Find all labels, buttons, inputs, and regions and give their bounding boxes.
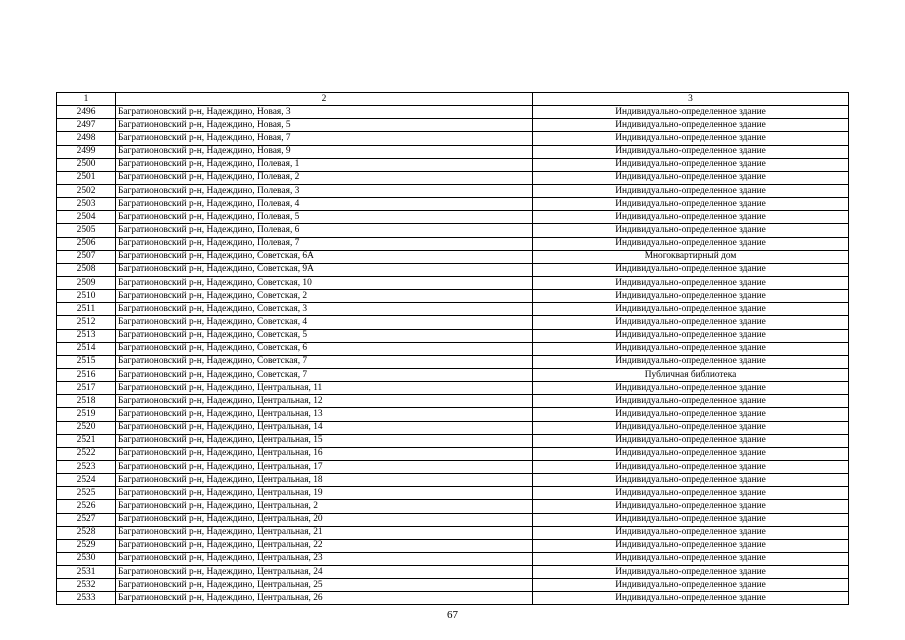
row-number-cell: 2496 [57, 106, 116, 119]
address-cell: Багратионовский р-н, Надеждино, Центральная, 17 [116, 460, 533, 473]
row-number-cell: 2508 [57, 263, 116, 276]
row-number-cell: 2509 [57, 276, 116, 289]
table-row [57, 184, 849, 197]
row-number-cell: 2530 [57, 552, 116, 565]
table-row [57, 382, 849, 395]
table-row [57, 434, 849, 447]
address-cell: Багратионовский р-н, Надеждино, Центральная, 12 [116, 395, 533, 408]
table-row [57, 250, 849, 263]
table-row [57, 211, 849, 224]
address-cell: Багратионовский р-н, Надеждино, Полевая, 2 [116, 171, 533, 184]
object-type-cell: Индивидуально-определенное здание [533, 237, 849, 250]
table-row [57, 303, 849, 316]
object-type-cell: Индивидуально-определенное здание [533, 106, 849, 119]
object-type-cell: Индивидуально-определенное здание [533, 263, 849, 276]
table-row [57, 342, 849, 355]
row-number-cell: 2519 [57, 408, 116, 421]
address-cell: Багратионовский р-н, Надеждино, Центральная, 20 [116, 513, 533, 526]
table-row [57, 237, 849, 250]
column-header-type: 3 [533, 93, 849, 106]
object-type-cell: Индивидуально-определенное здание [533, 592, 849, 605]
object-type-cell: Индивидуально-определенное здание [533, 460, 849, 473]
table-row [57, 106, 849, 119]
address-cell: Багратионовский р-н, Надеждино, Полевая, 1 [116, 158, 533, 171]
address-cell: Багратионовский р-н, Надеждино, Советская, 3 [116, 303, 533, 316]
object-type-cell: Многоквартирный дом [533, 250, 849, 263]
address-cell: Багратионовский р-н, Надеждино, Советская, 6А [116, 250, 533, 263]
row-number-cell: 2531 [57, 566, 116, 579]
address-cell: Багратионовский р-н, Надеждино, Центральная, 19 [116, 487, 533, 500]
object-type-cell: Индивидуально-определенное здание [533, 408, 849, 421]
row-number-cell: 2528 [57, 526, 116, 539]
table-row [57, 119, 849, 132]
address-cell: Багратионовский р-н, Надеждино, Советская, 5 [116, 329, 533, 342]
object-type-cell: Индивидуально-определенное здание [533, 211, 849, 224]
object-type-cell: Индивидуально-определенное здание [533, 145, 849, 158]
address-cell: Багратионовский р-н, Надеждино, Центральная, 14 [116, 421, 533, 434]
row-number-cell: 2522 [57, 447, 116, 460]
table-row [57, 224, 849, 237]
address-cell: Багратионовский р-н, Надеждино, Центральная, 18 [116, 474, 533, 487]
table-header-row [57, 93, 849, 106]
address-cell: Багратионовский р-н, Надеждино, Центральная, 21 [116, 526, 533, 539]
address-cell: Багратионовский р-н, Надеждино, Центральная, 15 [116, 434, 533, 447]
address-cell: Багратионовский р-н, Надеждино, Полевая, 4 [116, 198, 533, 211]
object-type-cell: Индивидуально-определенное здание [533, 329, 849, 342]
row-number-cell: 2521 [57, 434, 116, 447]
address-cell: Багратионовский р-н, Надеждино, Полевая, 7 [116, 237, 533, 250]
row-number-cell: 2520 [57, 421, 116, 434]
object-type-cell: Индивидуально-определенное здание [533, 421, 849, 434]
object-type-cell: Индивидуально-определенное здание [533, 526, 849, 539]
column-header-address: 2 [116, 93, 533, 106]
row-number-cell: 2510 [57, 290, 116, 303]
table-row [57, 447, 849, 460]
object-type-cell: Индивидуально-определенное здание [533, 171, 849, 184]
address-cell: Багратионовский р-н, Надеждино, Новая, 7 [116, 132, 533, 145]
object-type-cell: Индивидуально-определенное здание [533, 224, 849, 237]
row-number-cell: 2532 [57, 579, 116, 592]
address-cell: Багратионовский р-н, Надеждино, Советская, 9А [116, 263, 533, 276]
table-row [57, 526, 849, 539]
row-number-cell: 2507 [57, 250, 116, 263]
address-cell: Багратионовский р-н, Надеждино, Центральная, 16 [116, 447, 533, 460]
table-row [57, 395, 849, 408]
row-number-cell: 2526 [57, 500, 116, 513]
address-cell: Багратионовский р-н, Надеждино, Полевая, 6 [116, 224, 533, 237]
address-cell: Багратионовский р-н, Надеждино, Центральная, 24 [116, 566, 533, 579]
table-row [57, 171, 849, 184]
table-row [57, 316, 849, 329]
table-row [57, 552, 849, 565]
row-number-cell: 2516 [57, 368, 116, 381]
table-row [57, 132, 849, 145]
address-cell: Багратионовский р-н, Надеждино, Центральная, 26 [116, 592, 533, 605]
row-number-cell: 2518 [57, 395, 116, 408]
address-cell: Багратионовский р-н, Надеждино, Советская, 7 [116, 368, 533, 381]
table-row [57, 500, 849, 513]
registry-table [56, 92, 849, 605]
object-type-cell: Индивидуально-определенное здание [533, 513, 849, 526]
table-row [57, 579, 849, 592]
address-cell: Багратионовский р-н, Надеждино, Полевая, 5 [116, 211, 533, 224]
table-row [57, 460, 849, 473]
address-cell: Багратионовский р-н, Надеждино, Новая, 5 [116, 119, 533, 132]
address-cell: Багратионовский р-н, Надеждино, Центральная, 11 [116, 382, 533, 395]
row-number-cell: 2513 [57, 329, 116, 342]
row-number-cell: 2503 [57, 198, 116, 211]
table-row [57, 263, 849, 276]
object-type-cell: Индивидуально-определенное здание [533, 579, 849, 592]
object-type-cell: Индивидуально-определенное здание [533, 382, 849, 395]
table-body [57, 106, 849, 605]
object-type-cell: Индивидуально-определенное здание [533, 158, 849, 171]
address-cell: Багратионовский р-н, Надеждино, Новая, 3 [116, 106, 533, 119]
address-cell: Багратионовский р-н, Надеждино, Советская, 10 [116, 276, 533, 289]
row-number-cell: 2527 [57, 513, 116, 526]
row-number-cell: 2506 [57, 237, 116, 250]
row-number-cell: 2533 [57, 592, 116, 605]
object-type-cell: Индивидуально-определенное здание [533, 500, 849, 513]
row-number-cell: 2517 [57, 382, 116, 395]
object-type-cell: Индивидуально-определенное здание [533, 355, 849, 368]
table-row [57, 145, 849, 158]
address-cell: Багратионовский р-н, Надеждино, Советская, 4 [116, 316, 533, 329]
object-type-cell: Индивидуально-определенное здание [533, 342, 849, 355]
table-row [57, 566, 849, 579]
column-header-number: 1 [57, 93, 116, 106]
table-row [57, 513, 849, 526]
row-number-cell: 2498 [57, 132, 116, 145]
address-cell: Багратионовский р-н, Надеждино, Центральная, 2 [116, 500, 533, 513]
row-number-cell: 2500 [57, 158, 116, 171]
table-row [57, 421, 849, 434]
row-number-cell: 2524 [57, 474, 116, 487]
object-type-cell: Индивидуально-определенное здание [533, 395, 849, 408]
object-type-cell: Индивидуально-определенное здание [533, 474, 849, 487]
row-number-cell: 2497 [57, 119, 116, 132]
table-row [57, 592, 849, 605]
table-row [57, 198, 849, 211]
address-cell: Багратионовский р-н, Надеждино, Центральная, 22 [116, 539, 533, 552]
table-row [57, 158, 849, 171]
row-number-cell: 2505 [57, 224, 116, 237]
row-number-cell: 2504 [57, 211, 116, 224]
object-type-cell: Индивидуально-определенное здание [533, 184, 849, 197]
row-number-cell: 2525 [57, 487, 116, 500]
row-number-cell: 2523 [57, 460, 116, 473]
object-type-cell: Индивидуально-определенное здание [533, 316, 849, 329]
object-type-cell: Индивидуально-определенное здание [533, 539, 849, 552]
object-type-cell: Индивидуально-определенное здание [533, 290, 849, 303]
object-type-cell: Индивидуально-определенное здание [533, 434, 849, 447]
row-number-cell: 2514 [57, 342, 116, 355]
object-type-cell: Индивидуально-определенное здание [533, 119, 849, 132]
object-type-cell: Индивидуально-определенное здание [533, 132, 849, 145]
table-row [57, 539, 849, 552]
address-cell: Багратионовский р-н, Надеждино, Новая, 9 [116, 145, 533, 158]
row-number-cell: 2529 [57, 539, 116, 552]
row-number-cell: 2512 [57, 316, 116, 329]
table-row [57, 290, 849, 303]
object-type-cell: Индивидуально-определенное здание [533, 276, 849, 289]
address-cell: Багратионовский р-н, Надеждино, Полевая, 3 [116, 184, 533, 197]
page-number: 67 [447, 609, 458, 621]
address-cell: Багратионовский р-н, Надеждино, Советская, 7 [116, 355, 533, 368]
table-row [57, 408, 849, 421]
row-number-cell: 2499 [57, 145, 116, 158]
row-number-cell: 2511 [57, 303, 116, 316]
row-number-cell: 2502 [57, 184, 116, 197]
table-row [57, 355, 849, 368]
row-number-cell: 2501 [57, 171, 116, 184]
object-type-cell: Публичная библиотека [533, 368, 849, 381]
object-type-cell: Индивидуально-определенное здание [533, 566, 849, 579]
table-row [57, 474, 849, 487]
object-type-cell: Индивидуально-определенное здание [533, 447, 849, 460]
address-cell: Багратионовский р-н, Надеждино, Центральная, 23 [116, 552, 533, 565]
address-cell: Багратионовский р-н, Надеждино, Центральная, 13 [116, 408, 533, 421]
object-type-cell: Индивидуально-определенное здание [533, 552, 849, 565]
object-type-cell: Индивидуально-определенное здание [533, 198, 849, 211]
table-row [57, 368, 849, 381]
object-type-cell: Индивидуально-определенное здание [533, 303, 849, 316]
row-number-cell: 2515 [57, 355, 116, 368]
object-type-cell: Индивидуально-определенное здание [533, 487, 849, 500]
table-row [57, 487, 849, 500]
address-cell: Багратионовский р-н, Надеждино, Центральная, 25 [116, 579, 533, 592]
table-row [57, 329, 849, 342]
address-cell: Багратионовский р-н, Надеждино, Советская, 2 [116, 290, 533, 303]
address-cell: Багратионовский р-н, Надеждино, Советская, 6 [116, 342, 533, 355]
table-row [57, 276, 849, 289]
